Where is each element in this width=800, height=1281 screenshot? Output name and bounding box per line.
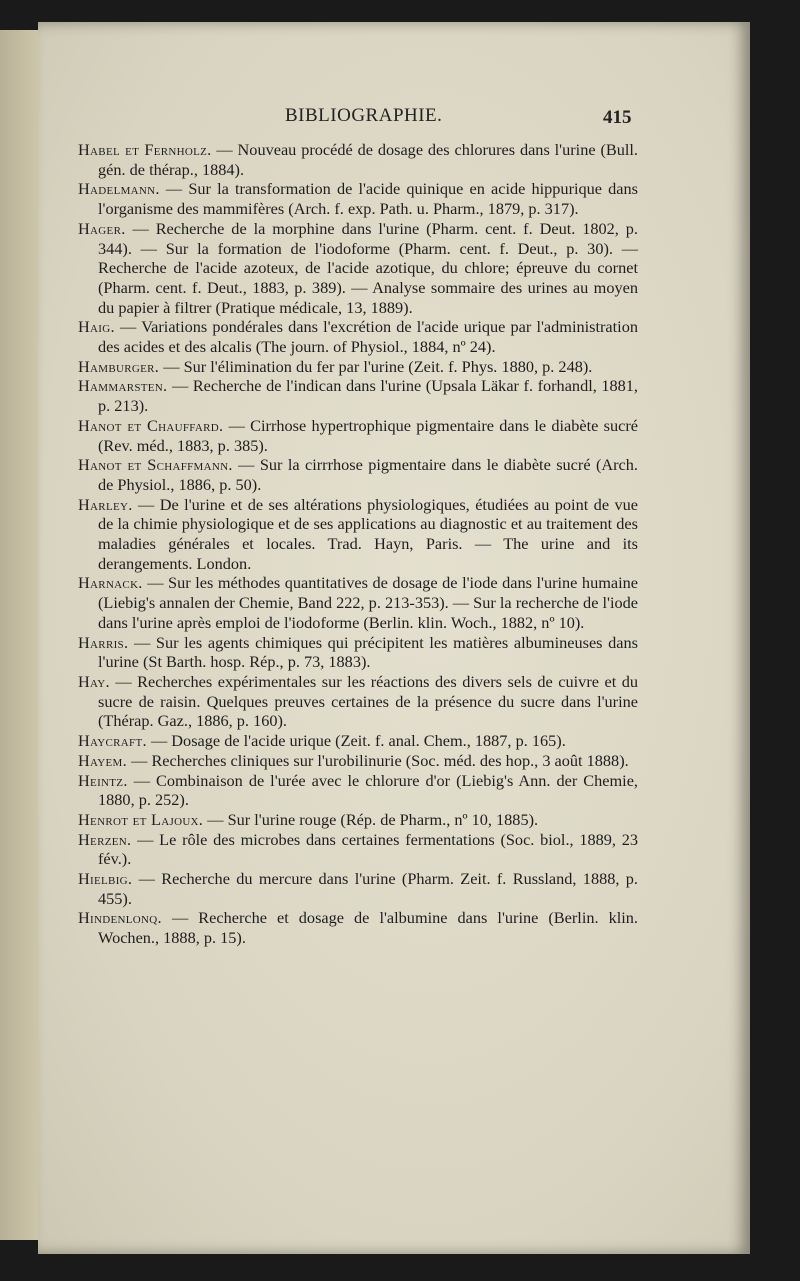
entry-text: — Dosage de l'acide urique (Zeit. f. anal. Chem., 1887, p. 165).	[146, 731, 566, 751]
entry-text: — Recherche de l'indican dans l'urine (Upsala Läkar f. forhandl, 1881, p. 213).	[98, 376, 638, 416]
entry-author: Hadelmann.	[78, 179, 160, 199]
entry-author: Hayem.	[78, 750, 128, 770]
entry-author: Habel et Fernholz.	[78, 140, 212, 159]
bibliography-entry	[78, 731, 638, 751]
entry-author: Hammarsten.	[78, 376, 168, 396]
entry-text: — Recherche de la morphine dans l'urine (Pharm. cent. f. Deut. 1802, p. 344). — Sur la formation de l'iodoforme (Pharm. cent. f. Deut., p. 30). — Recherche de l'acide azoteux, de l'acide azotique, du chlore; épreuve du cornet (Pharm. cent. f. Deut., 1883, p. 389). — Analyse sommaire des urines au moyen du papier à filtrer (Pratique médicale, 13, 1889).	[98, 218, 638, 317]
bibliography-entry	[78, 771, 638, 810]
entry-text: — Nouveau procédé de dosage des chlorures dans l'urine (Bull. gén. de thérap., 1884).	[98, 140, 638, 179]
entry-author: Hindenlonq.	[78, 908, 162, 928]
entry-author: Hager.	[78, 218, 126, 238]
bibliography-list	[78, 140, 638, 948]
bibliography-entry	[78, 179, 638, 218]
entry-author: Harnack.	[78, 573, 143, 593]
entry-author: Herzen.	[78, 829, 132, 849]
entry-text: — Sur la transformation de l'acide quinique en acide hippurique dans l'organisme des mammifères (Arch. f. exp. Path. u. Pharm., 1879, p. 317).	[98, 179, 638, 219]
entry-text: — Sur les agents chimiques qui précipitent les matières albumineuses dans l'urine (St Barth. hosp. Rép., p. 73, 1883).	[98, 632, 638, 672]
entry-text: — Recherche et dosage de l'albumine dans l'urine (Berlin. klin. Wochen., 1888, p. 15).	[98, 908, 638, 948]
entry-author: Harley.	[78, 494, 133, 514]
bibliography-entry	[78, 317, 638, 356]
bibliography-entry	[78, 573, 638, 632]
entry-text: — Sur l'urine rouge (Rép. de Pharm., nº 10, 1885).	[203, 809, 539, 829]
bibliography-entry	[78, 633, 638, 672]
entry-author: Heintz.	[78, 770, 128, 790]
entry-text: — Recherche du mercure dans l'urine (Pharm. Zeit. f. Russland, 1888, p. 455).	[98, 869, 638, 908]
page-number: 415	[603, 107, 632, 128]
entry-author: Hanot et Chauffard.	[78, 415, 224, 435]
bibliography-entry	[78, 357, 638, 377]
entry-author: Hamburger.	[78, 356, 160, 376]
entry-text: — Le rôle des microbes dans certaines fermentations (Soc. biol., 1889, 23 fév.).	[98, 829, 638, 869]
entry-text: — Recherches cliniques sur l'urobilinurie (Soc. méd. des hop., 3 août 1888).	[127, 750, 629, 770]
entry-text: — Combinaison de l'urée avec le chlorure d'or (Liebig's Ann. der Chemie, 1880, p. 252).	[98, 770, 638, 810]
bibliography-entry	[78, 416, 638, 455]
bibliography-entry	[78, 219, 638, 318]
entry-author: Hanot et Schaffmann.	[78, 455, 233, 475]
page-header	[0, 105, 800, 135]
bibliography-entry	[78, 376, 638, 415]
running-head: BIBLIOGRAPHIE.	[285, 105, 443, 126]
entry-author: Haig.	[78, 317, 115, 337]
entry-author: Hielbig.	[78, 869, 133, 889]
entry-text: — Sur la cirrrhose pigmentaire dans le diabète sucré (Arch. de Physiol., 1886, p. 50).	[98, 455, 638, 494]
entry-author: Harris.	[78, 632, 129, 652]
bibliography-entry	[78, 908, 638, 947]
bibliography-entry	[78, 672, 638, 731]
entry-text: — De l'urine et de ses altérations physiologiques, étudiées au point de vue de la chimie physiologique et de ses applications au diagnostic et au traitement des maladies générales et locales. Trad. Hayn, Paris. — The urine and its derangements. London.	[98, 494, 638, 573]
entry-text: — Variations pondérales dans l'excrétion de l'acide urique par l'administration des acides et des alcalis (The journ. of Physiol., 1884, nº 24).	[98, 317, 638, 357]
entry-author: Haycraft.	[78, 731, 147, 751]
entry-text: — Sur les méthodes quantitatives de dosage de l'iode dans l'urine humaine (Liebig's annalen der Chemie, Band 222, p. 213-353). — Sur la recherche de l'iode dans l'urine après emploi de l'iodoforme (Berlin. klin. Woch., 1882, nº 10).	[98, 573, 638, 632]
entry-text: — Cirrhose hypertrophique pigmentaire dans le diabète sucré (Rev. méd., 1883, p. 385).	[98, 415, 638, 455]
entry-author: Henrot et Lajoux.	[78, 809, 204, 829]
entry-text: — Sur l'élimination du fer par l'urine (Zeit. f. Phys. 1880, p. 248).	[159, 356, 593, 376]
entry-author: Hay.	[78, 671, 110, 691]
bibliography-entry	[78, 751, 638, 771]
bibliography-entry	[78, 495, 638, 574]
bibliography-entry	[78, 455, 638, 494]
bibliography-entry	[78, 140, 638, 179]
bibliography-entry	[78, 830, 638, 869]
entry-text: — Recherches expérimentales sur les réactions des divers sels de cuivre et du sucre de raisin. Quelques preuves certaines de la présence du sucre dans l'urine (Thérap. Gaz., 1886, p. 160).	[98, 671, 638, 731]
bibliography-entry	[78, 810, 638, 830]
bibliography-entry	[78, 869, 638, 908]
